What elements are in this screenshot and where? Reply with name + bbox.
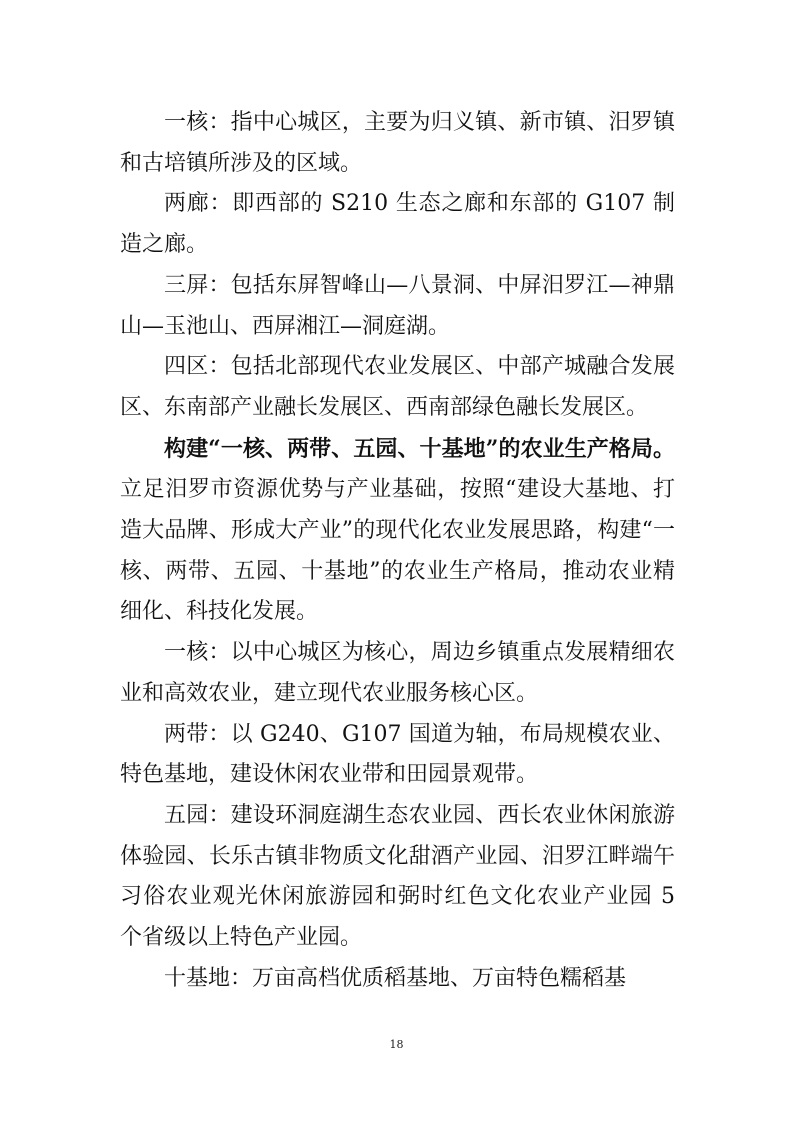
paragraph-text: 三屏：包括东屏智峰山—八景洞、中屏汨罗江—神鼎山—玉池山、西屏湘江—洞庭湖。 [120, 272, 675, 339]
paragraph-lead-heading: 构建“一核、两带、五园、十基地”的农业生产格局。 [164, 435, 675, 462]
paragraph-agri-five-parks [120, 796, 675, 959]
paragraph-text: 两带：以 G240、G107 国道为轴，布局规模农业、特色基地，建设休闲农业带和田园景观带。 [120, 721, 675, 788]
paragraph-agri-layout [120, 429, 675, 634]
paragraph-text: 立足汨罗市资源优势与产业基础，按照“建设大基地、打造大品牌、形成大产业”的现代化农业发展思路，构建“一核、两带、五园、十基地”的农业生产格局，推动农业精细化、科技化发展。 [120, 477, 675, 625]
paragraph-two-corridors [120, 184, 675, 265]
paragraph-text: 四区：包括北部现代农业发展区、中部产城融合发展区、东南部产业融长发展区、西南部绿色融长发展区。 [120, 354, 675, 420]
paragraph-text: 两廊：即西部的 S210 生态之廊和东部的 G107 制造之廊。 [120, 191, 675, 258]
paragraph-four-zones [120, 347, 675, 428]
document-body [120, 103, 675, 999]
paragraph-text: 五园：建设环洞庭湖生态农业园、西长农业休闲旅游体验园、长乐古镇非物质文化甜酒产业园、汨罗江畔端午习俗农业观光休闲旅游园和弼时红色文化农业产业园 5 个省级以上特色产业园。 [120, 802, 675, 951]
paragraph-text: 十基地：万亩高档优质稻基地、万亩特色糯稻基 [164, 965, 627, 991]
paragraph-agri-two-belts [120, 715, 675, 796]
paragraph-one-core [120, 103, 675, 184]
page-number: 18 [389, 1038, 404, 1051]
paragraph-agri-one-core [120, 633, 675, 714]
paragraph-text: 一核：指中心城区，主要为归义镇、新市镇、汨罗镇和古培镇所涉及的区域。 [120, 110, 675, 176]
paragraph-text: 一核：以中心城区为核心，周边乡镇重点发展精细农业和高效农业，建立现代农业服务核心区。 [120, 640, 675, 706]
paragraph-three-screens [120, 266, 675, 347]
paragraph-agri-ten-bases [120, 959, 675, 1000]
